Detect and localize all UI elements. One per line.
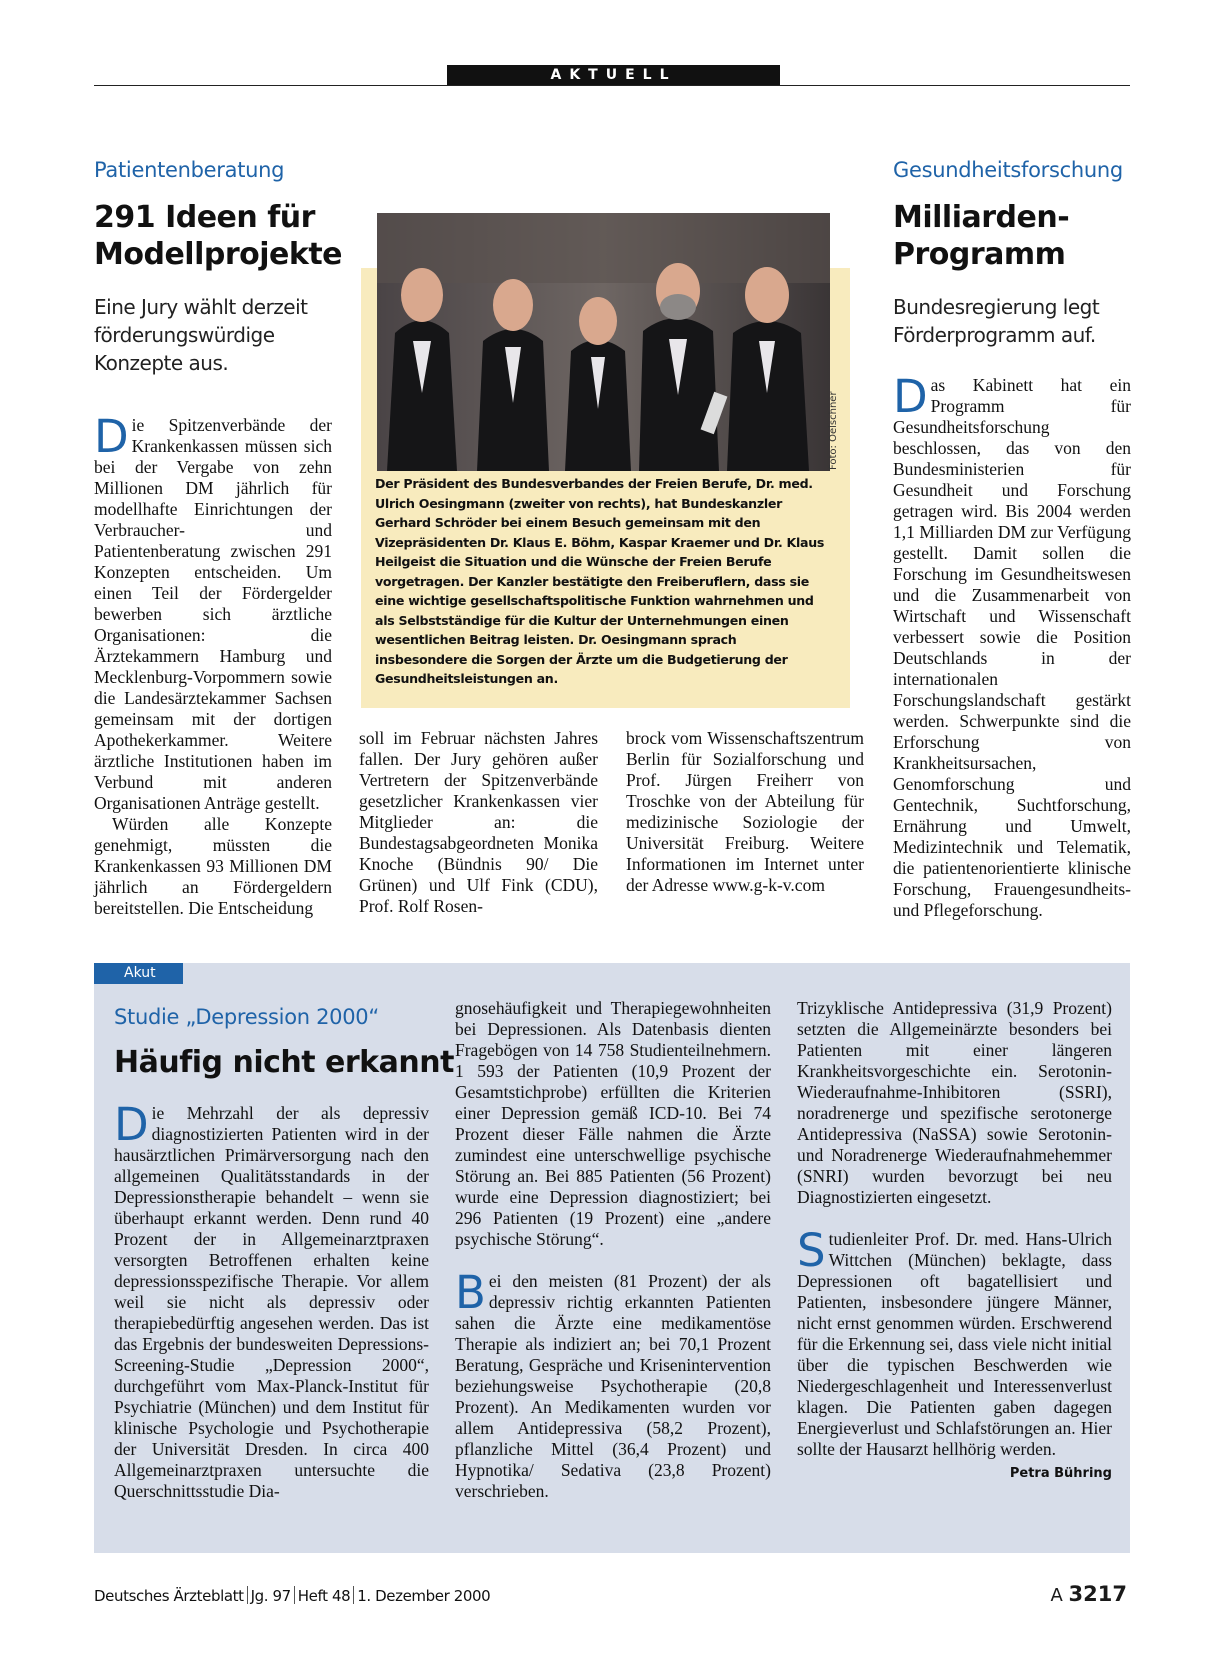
article3-paragraph-1 (114, 1098, 429, 1502)
footer-separator (294, 1586, 295, 1604)
article3-col3-p2-text: tudienleiter Prof. Dr. med. Hans-Ulrich Wittchen (München) beklagte, dass Depressionen oft bagatellisiert und Patienten, insbesondere jüngere Männer, nicht ernst genommen würden. Erschwerend für die Erkennung sei, dass viele nicht initial über die typischen Beschwerden wie Niedergeschlagenheit und Interessenverlust klagen. Die Patienten gaben dagegen Energieverlust und Schlafstörungen an. Hier sollte der Hausarzt hellhörig werden. (797, 1229, 1112, 1459)
article3-column-1 (114, 1098, 429, 1502)
article1-paragraph-2: Würden alle Konzepte genehmigt, müssten die Krankenkassen 93 Millionen DM jährlich an Fördergeldern bereitstellen. Die Entscheidung (94, 814, 332, 918)
article2-body (893, 370, 1131, 921)
footer-separator (353, 1586, 354, 1604)
article2-deck: Bundesregierung legt Förderprogramm auf. (893, 295, 1100, 347)
article3-dropcap-2: B (455, 1266, 486, 1319)
article3-dropcap-1: D (114, 1098, 149, 1151)
article1-column-2: soll im Februar nächsten Jahres fallen. Der Jury gehören außer Vertretern der Spitzenverbände gesetzlicher Krankenkassen vier Mitglieder an: die Bundestagsabgeordneten Monika Knoche (Bündnis 90/ Die Grünen) und Ulf Fink (CDU), Prof. Rolf Rosen- (359, 728, 598, 916)
footer-separator (247, 1586, 248, 1604)
group-photo (377, 213, 830, 471)
akut-tab: Akut (94, 963, 183, 984)
photo-caption: Der Präsident des Bundesverbandes der Freien Berufe, Dr. med. Ulrich Oesingmann (zweiter von rechts), hat Bundeskanzler Gerhard Schröder bei einem Besuch gemeinsam mit den Vizepräsidenten Dr. Klaus E. Böhm, Kaspar Kraemer und Dr. Klaus Heilgeist die Situation und die Wünsche der Freien Berufe vorgetragen. Der Kanzler bestätigte den Freiberuflern, dass sie eine wichtige gesellschaftspolitische Funktion wahrnehmen und als Selbstständige für die Kultur der Unternehmungen einen wesentlichen Beitrag leisten. Dr. Oesingmann sprach insbesondere die Sorgen der Ärzte um die Budgetierung der Gesundheitsleistungen an. (375, 476, 825, 686)
article2-title-line2: Programm (893, 237, 1066, 272)
article1-paragraph-1 (94, 410, 332, 814)
article1-column-1 (94, 410, 332, 919)
article3-title: Häufig nicht erkannt (114, 1045, 454, 1080)
article3-col2-paragraph-2 (455, 1266, 771, 1502)
photo-illustration (377, 213, 830, 471)
footer-issue: Heft 48 (297, 1587, 351, 1605)
article3-col3-paragraph-2 (797, 1224, 1112, 1481)
article1-title (94, 199, 394, 273)
article1-title-line1: 291 Ideen für (94, 200, 315, 235)
header-rule (94, 85, 1130, 86)
article3-author: Petra Bühring (1009, 1466, 1112, 1481)
page-value: 3217 (1068, 1582, 1127, 1606)
article3-col2-p2-text: ei den meisten (81 Prozent) der als depressiv richtig erkannten Patienten sahen die Ärzte eine medikamentöse Therapie als indiziert an; bei 70,1 Prozent Beratung, Gespräche und Krisenintervention beziehungsweise Psychotherapie (20,8 Prozent). An Medikamenten wurden vor allem Antidepressiva (58,2 Prozent), pflanzliche Mittel (36,4 Prozent) und Hypnotika/ Sedativa (23,8 Prozent) verschrieben. (455, 1271, 771, 1501)
page-prefix: A (1050, 1585, 1063, 1606)
article2-dropcap: D (893, 370, 928, 423)
footer-citation (94, 1586, 490, 1605)
footer-journal: Deutsches Ärzteblatt (94, 1587, 244, 1605)
article1-kicker: Patientenberatung (94, 158, 285, 182)
article3-col3-paragraph-1: Trizyklische Antidepressiva (31,9 Prozent) setzten die Allgemeinärzte besonders bei Patienten mit einer längeren Krankheitsvorgeschichte ein. Serotonin-Wiederaufnahme-Inhibitoren (SSRI), noradrenerge und spezifische serotonerge Antidepressiva (NaSSA) sowie Serotonin- und Noradrenerge Wiederaufnahmehemmer (SNRI) wurden bevorzugt bei neu Diagnostizierten eingesetzt. (797, 998, 1112, 1207)
page-number (1050, 1582, 1127, 1606)
photo-credit: Foto: Oelschner (828, 391, 839, 470)
article1-column-3: brock vom Wissenschaftszentrum Berlin für Sozialforschung und Prof. Jürgen Freiherr von Troschke von der Abteilung für medizinische Soziologie der Universität Freiburg. Weitere Informationen im Internet unter der Adresse www.g-k-v.com (626, 728, 864, 895)
article1-deck: Eine Jury wählt derzeit förderungswürdige Konzepte aus. (94, 295, 308, 375)
article3-col2-paragraph-1: gnosehäufigkeit und Therapiegewohnheiten bei Depressionen. Als Datenbasis dienten Fragebögen von 14 758 Studienteilnehmern. 1 593 der Patienten (10,9 Prozent der Gesamtstichprobe) erfüllten die Kriterien einer Depression gemäß ICD-10. Bei 74 Prozent dieser Fälle nahmen die Ärzte zumindest eine unterschwellige psychische Störung an. Bei 885 Patienten (56 Prozent) wurde eine Depression diagnostiziert; bei 296 Patienten (19 Prozent) eine „andere psychische Störung“. (455, 998, 771, 1249)
article1-title-line2: Modellprojekte (94, 237, 342, 272)
article3-kicker: Studie „Depression 2000“ (114, 1005, 379, 1029)
article3-column-3 (797, 998, 1112, 1484)
article3-column-2 (455, 998, 771, 1502)
article1-p1-text: ie Spitzenverbände der Krankenkassen müssen sich bei der Vergabe von zehn Millionen DM jährlich für modellhafte Einrichtungen der Verbraucher- und Patientenberatung zwischen 291 Konzepten entscheiden. Um einen Teil der Fördergelder bewerben sich ärztliche Organisationen: die Ärztekammern Hamburg und Mecklenburg-Vorpommern sowie die Landesärztekammer Sachsen gemeinsam mit der dortigen Apothekerkammer. Weitere ärztliche Institutionen haben im Verbund mit anderen Organisationen Anträge gestellt. (94, 415, 332, 813)
footer-volume: Jg. 97 (250, 1587, 291, 1605)
article3-p1-text: ie Mehrzahl der als depressiv diagnostizierten Patienten wird in der hausärztlichen Primärversorgung nach den allgemeinen Qualitätsstandards in der Depressionstherapie behandelt – wenn sie überhaupt erkannt werden. Denn rund 40 Prozent der in Allgemeinarztpraxen versorgten Betroffenen erhalten keine depressionsspezifische Therapie. Vor allem weil sie nicht als depressiv oder therapiebedürftig angesehen werden. Das ist das Ergebnis der bundesweiten Depressions-Screening-Studie „Depression 2000“, durchgeführt vom Max-Planck-Institut für Psychiatrie (München) und dem Institut für klinische Psychologie und Psychotherapie der Universität Dresden. In circa 400 Allgemeinarztpraxen untersuchte die Querschnittsstudie Dia- (114, 1103, 429, 1501)
article2-paragraph (893, 370, 1131, 921)
article2-body-text: as Kabinett hat ein Programm für Gesundheitsforschung beschlossen, das von den Bundesministerien für Gesundheit und Forschung getragen wird. Bis 2004 werden 1,1 Milliarden DM zur Verfügung gestellt. Damit sollen die Forschung im Gesundheitswesen und die Zusammenarbeit von Wirtschaft und Wissenschaft verbessert sowie die Position Deutschlands in der internationalen Forschungslandschaft gestärkt werden. Schwerpunkte sind die Erforschung von Krankheitsursachen, Genomforschung und Gentechnik, Suchtforschung, Ernährung und Umwelt, Medizintechnik und Telematik, die patientenorientierte klinische Forschung, Frauengesundheits- und Pflegeforschung. (893, 375, 1131, 920)
article2-title-line1: Milliarden- (893, 200, 1070, 235)
article3-dropcap-3: S (797, 1224, 826, 1277)
article2-kicker: Gesundheitsforschung (893, 158, 1123, 182)
article1-dropcap: D (94, 410, 129, 463)
article2-title (893, 199, 1133, 273)
footer-date: 1. Dezember 2000 (357, 1587, 491, 1605)
section-label: AKTUELL (447, 65, 780, 85)
